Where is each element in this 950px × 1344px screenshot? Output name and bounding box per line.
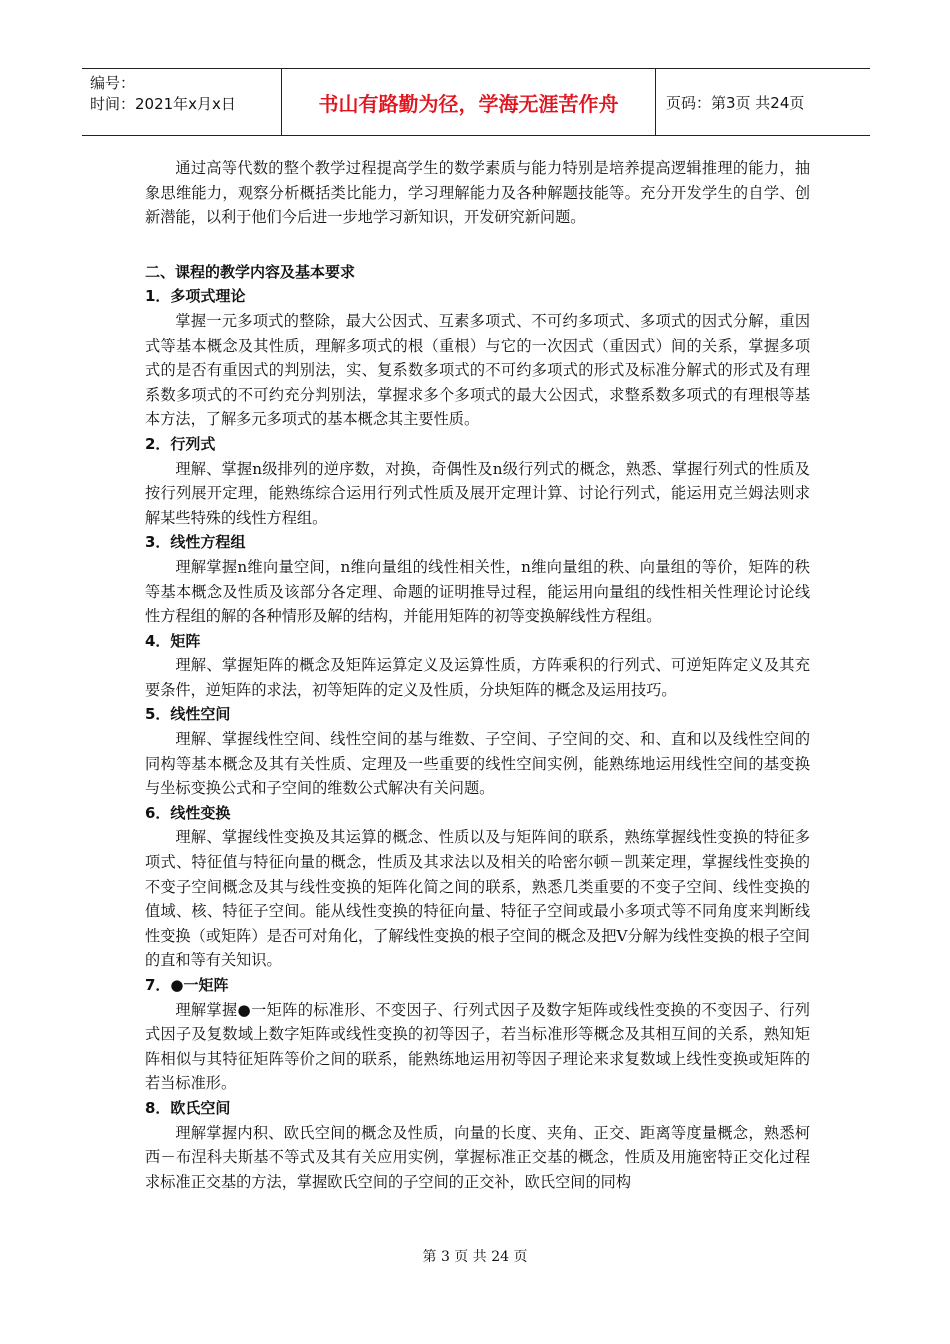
document-body (145, 156, 810, 1194)
section-title: 7．●一矩阵 (145, 976, 229, 994)
section-text: 理解掌握n维向量空间，n维向量组的线性相关性，n维向量组的秩、向量组的等价，矩阵的秩等基本概念及性质及该部分各定理、命题的证明推导过程，能运用向量组的线性相关性理论讨论线性方程组的解的各种情形及解的结构，并能用矩阵的初等变换解线性方程组。 (145, 557, 810, 626)
section-text: 理解、掌握线性空间、线性空间的基与维数、子空间、子空间的交、和、直和以及线性空间的同构等基本概念及其有关性质、定理及一些重要的线性空间实例，能熟练地运用线性空间的基变换与坐标变换公式和子空间的维数公式解决有关问题。 (145, 730, 810, 798)
section-title: 2．行列式 (145, 434, 216, 453)
section-title: 3．线性方程组 (145, 533, 246, 552)
section-title: 4．矩阵 (145, 631, 201, 650)
section-title: 1．多项式理论 (145, 287, 246, 306)
number-label: 编号： (90, 74, 136, 92)
section-text: 理解、掌握线性变换及其运算的概念、性质以及与矩阵间的联系，熟练掌握线性变换的特征多项式、特征值与特征向量的概念，性质及其求法以及相关的哈密尔顿－凯莱定理，掌握线性变换的不变子空间概念及其与线性变换的矩阵化简之间的联系，熟悉几类重要的不变子空间、线性变换的值域、核、特征子空间。能从线性变换的特征向量、特征子空间或最小多项式等不同角度来判断线性变换（或矩阵）是否可对角化，了解线性变换的根子空间的概念及把V分解为线性变换的根子空间的直和等有关知识。 (145, 828, 810, 970)
section-text: 理解、掌握n级排列的逆序数，对换，奇偶性及n级行列式的概念，熟悉、掌握行列式的性质及按行列展开定理，能熟练综合运用行列式性质及展开定理计算、讨论行列式，能运用克兰姆法则求解某些特殊的线性方程组。 (145, 459, 810, 527)
header-motto: 书山有路勤为径，学海无涯苦作舟 (282, 69, 656, 135)
chapter-heading: 二、课程的教学内容及基本要求 (145, 262, 356, 281)
header-page-info: 页码：第3页 共24页 (666, 93, 805, 112)
header-meta (82, 69, 282, 135)
intro-paragraph: 通过高等代数的整个教学过程提高学生的数学素质与能力特别是培养提高逻辑推理的能力，抽象思维能力，观察分析概括类比能力，学习理解能力及各种解题技能等。充分开发学生的自学、创新潜能，以利于他们今后进一步地学习新知识，开发研究新问题。 (145, 159, 810, 227)
section-text: 理解掌握●一矩阵的标准形、不变因子、行列式因子及数字矩阵或线性变换的不变因子、行列式因子及复数域上数字矩阵或线性变换的初等因子，若当标准形等概念及其相互间的关系，熟知矩阵相似与其特征矩阵等价之间的联系，能熟练地运用初等因子理论来求复数域上线性变换或矩阵的若当标准形。 (145, 1000, 810, 1093)
section-title: 5．线性空间 (145, 705, 231, 724)
section-title: 6．线性变换 (145, 803, 231, 822)
section-text: 理解掌握内积、欧氏空间的概念及性质，向量的长度、夹角、正交、距离等度量概念，熟悉柯西－布涅科夫斯基不等式及其有关应用实例，掌握标准正交基的概念，性质及用施密特正交化过程求标准正交基的方法，掌握欧氏空间的子空间的正交补，欧氏空间的同构 (145, 1123, 810, 1191)
time-label: 时间：2021年x月x日 (90, 95, 236, 113)
page-footer: 第 3 页 共 24 页 (422, 1249, 528, 1265)
page-header (82, 68, 870, 136)
section-text: 理解、掌握矩阵的概念及矩阵运算定义及运算性质，方阵乘积的行列式、可逆矩阵定义及其充要条件，逆矩阵的求法，初等矩阵的定义及性质，分块矩阵的概念及运用技巧。 (145, 656, 810, 699)
section-title: 8．欧氏空间 (145, 1098, 231, 1117)
section-text: 掌握一元多项式的整除，最大公因式、互素多项式、不可约多项式、多项式的因式分解，重因式等基本概念及其性质，理解多项式的根（重根）与它的一次因式（重因式）间的关系，掌握多项式的是否有重因式的判别法，实、复系数多项式的不可约多项式的形式及标准分解式的形式及有理系数多项式的不可约充分判别法，掌握求多个多项式的最大公因式，求整系数多项式的有理根等基本方法，了解多元多项式的基本概念其主要性质。 (145, 311, 810, 429)
